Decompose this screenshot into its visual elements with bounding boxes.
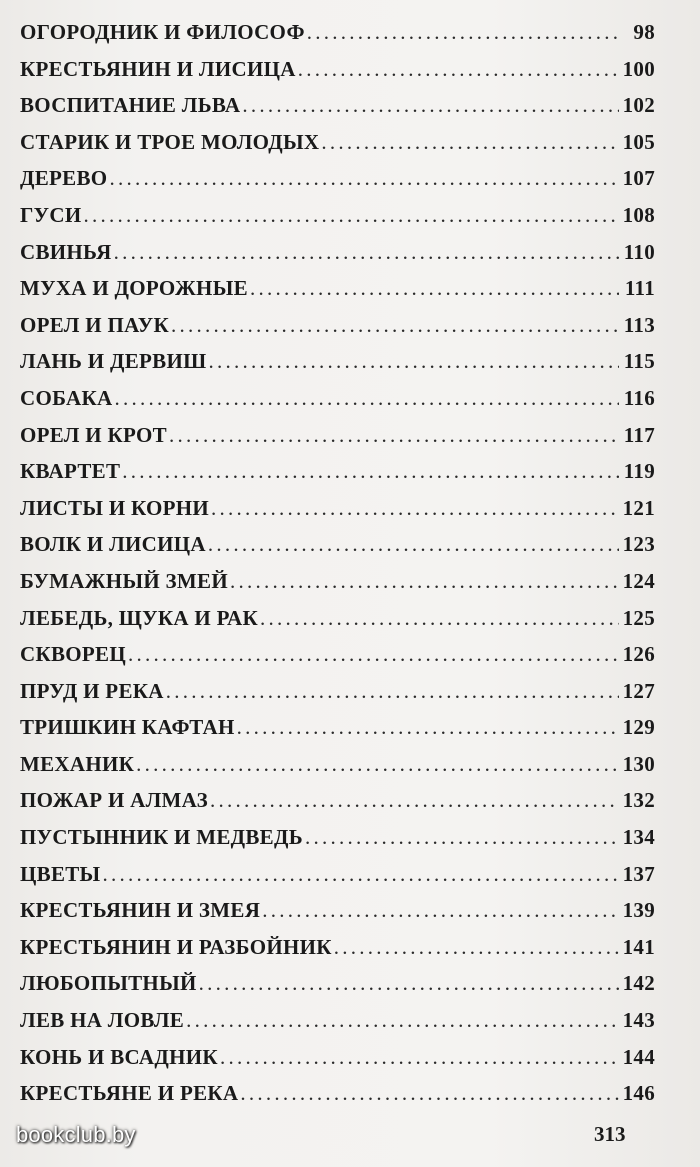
dot-leader (250, 276, 619, 301)
toc-entry-title: ПУСТЫННИК И МЕДВЕДЬ (20, 825, 303, 850)
toc-entry (20, 1045, 655, 1082)
toc-entry-page: 113 (623, 312, 655, 337)
toc-entry-title: БУМАЖНЫЙ ЗМЕЙ (20, 568, 228, 593)
dot-leader (199, 971, 619, 996)
dot-leader (260, 606, 619, 631)
dot-leader (305, 825, 619, 850)
toc-entry-page: 143 (622, 1008, 655, 1033)
dot-leader (240, 1081, 619, 1106)
toc-entry-page: 144 (622, 1044, 655, 1069)
toc-entry-page: 105 (622, 129, 655, 154)
toc-entry (20, 496, 655, 533)
dot-leader (307, 20, 619, 45)
dot-leader (230, 569, 619, 594)
toc-entry-page: 100 (622, 56, 655, 81)
toc-entry (20, 862, 655, 899)
toc-entry (20, 715, 655, 752)
dot-leader (208, 349, 619, 374)
toc-entry (20, 20, 655, 57)
toc-entry-page: 137 (622, 861, 655, 886)
table-of-contents (20, 20, 655, 1118)
toc-entry-title: ЦВЕТЫ (20, 861, 101, 886)
toc-entry-title: КРЕСТЬЯНЕ И РЕКА (20, 1081, 239, 1106)
toc-entry-title: ЛЮБОПЫТНЫЙ (20, 971, 197, 996)
toc-entry-page: 142 (622, 971, 655, 996)
dot-leader (298, 57, 619, 82)
dot-leader (109, 166, 619, 191)
dot-leader (128, 642, 619, 667)
dot-leader (220, 1045, 619, 1070)
toc-entry-title: СТАРИК И ТРОЕ МОЛОДЫХ (20, 129, 320, 154)
dot-leader (321, 130, 619, 155)
toc-entry-page: 130 (622, 751, 655, 776)
toc-entry-page: 123 (622, 532, 655, 557)
toc-entry-title: МУХА И ДОРОЖНЫЕ (20, 276, 248, 301)
toc-entry-page: 124 (622, 568, 655, 593)
watermark: bookclub.by (16, 1122, 136, 1147)
toc-entry-page: 127 (622, 678, 655, 703)
toc-entry (20, 166, 655, 203)
dot-leader (102, 862, 619, 887)
dot-leader (136, 752, 619, 777)
toc-entry (20, 532, 655, 569)
toc-entry-title: ТРИШКИН КАФТАН (20, 715, 235, 740)
toc-entry-title: КРЕСТЬЯНИН И ЗМЕЯ (20, 898, 261, 923)
toc-entry (20, 935, 655, 972)
toc-entry-title: ЛАНЬ И ДЕРВИШ (20, 349, 207, 374)
toc-entry-title: ОРЕЛ И КРОТ (20, 422, 167, 447)
toc-entry-title: КОНЬ И ВСАДНИК (20, 1044, 218, 1069)
toc-entry-page: 111 (624, 276, 655, 301)
toc-entry-page: 119 (623, 459, 655, 484)
dot-leader (169, 423, 619, 448)
toc-entry-title: ПОЖАР И АЛМАЗ (20, 788, 208, 813)
toc-entry (20, 130, 655, 167)
dot-leader (242, 93, 619, 118)
toc-entry-page: 129 (622, 715, 655, 740)
dot-leader (114, 386, 619, 411)
toc-entry-title: ВОЛК И ЛИСИЦА (20, 532, 206, 557)
toc-entry-page: 108 (622, 202, 655, 227)
dot-leader (210, 788, 619, 813)
toc-entry (20, 459, 655, 496)
toc-entry-title: ЛЕВ НА ЛОВЛЕ (20, 1008, 185, 1033)
toc-entry-page: 132 (622, 788, 655, 813)
toc-entry (20, 240, 655, 277)
toc-entry (20, 1081, 655, 1118)
toc-entry-page: 139 (622, 898, 655, 923)
toc-entry (20, 569, 655, 606)
toc-entry (20, 386, 655, 423)
toc-entry-title: ПРУД И РЕКА (20, 678, 164, 703)
toc-entry-page: 117 (623, 422, 655, 447)
toc-entry-page: 98 (633, 20, 655, 44)
toc-entry-title: МЕХАНИК (20, 751, 135, 776)
toc-entry-page: 107 (622, 166, 655, 191)
toc-entry (20, 313, 655, 350)
toc-entry-page: 134 (622, 825, 655, 850)
dot-leader (83, 203, 619, 228)
toc-entry-page: 102 (622, 93, 655, 118)
toc-entry-page: 125 (622, 605, 655, 630)
toc-entry (20, 679, 655, 716)
dot-leader (166, 679, 619, 704)
toc-entry-page: 116 (623, 385, 655, 410)
dot-leader (211, 496, 619, 521)
dot-leader (237, 715, 619, 740)
toc-entry (20, 788, 655, 825)
toc-entry-title: КВАРТЕТ (20, 459, 121, 484)
toc-entry (20, 971, 655, 1008)
toc-entry (20, 349, 655, 386)
toc-entry-page: 115 (623, 349, 655, 374)
toc-entry (20, 1008, 655, 1045)
dot-leader (122, 459, 619, 484)
toc-entry-title: СОБАКА (20, 385, 113, 410)
toc-entry-title: ВОСПИТАНИЕ ЛЬВА (20, 93, 241, 118)
toc-entry (20, 93, 655, 130)
toc-entry (20, 276, 655, 313)
dot-leader (208, 532, 619, 557)
toc-entry-title: ГУСИ (20, 202, 82, 227)
toc-entry (20, 606, 655, 643)
toc-entry (20, 57, 655, 94)
toc-entry (20, 203, 655, 240)
page-number: 313 (594, 1122, 626, 1146)
toc-entry (20, 898, 655, 935)
toc-entry-title: ДЕРЕВО (20, 166, 108, 191)
toc-entry-title: ЛИСТЫ И КОРНИ (20, 495, 210, 520)
toc-entry-page: 110 (623, 239, 655, 264)
toc-entry (20, 642, 655, 679)
dot-leader (171, 313, 619, 338)
toc-entry-title: СВИНЬЯ (20, 239, 112, 264)
dot-leader (262, 898, 619, 923)
toc-entry (20, 752, 655, 789)
dot-leader (114, 240, 619, 265)
toc-entry-title: КРЕСТЬЯНИН И РАЗБОЙНИК (20, 934, 332, 959)
dot-leader (186, 1008, 619, 1033)
toc-entry-title: ОРЕЛ И ПАУК (20, 312, 169, 337)
dot-leader (334, 935, 619, 960)
toc-entry (20, 825, 655, 862)
toc-entry (20, 423, 655, 460)
toc-entry-page: 121 (622, 495, 655, 520)
toc-entry-title: КРЕСТЬЯНИН И ЛИСИЦА (20, 56, 296, 81)
toc-entry-page: 141 (622, 934, 655, 959)
toc-entry-title: ЛЕБЕДЬ, ЩУКА И РАК (20, 605, 259, 630)
toc-entry-title: ОГОРОДНИК И ФИЛОСОФ (20, 20, 305, 44)
toc-entry-title: СКВОРЕЦ (20, 642, 127, 667)
toc-entry-page: 126 (622, 642, 655, 667)
toc-entry-page: 146 (622, 1081, 655, 1106)
